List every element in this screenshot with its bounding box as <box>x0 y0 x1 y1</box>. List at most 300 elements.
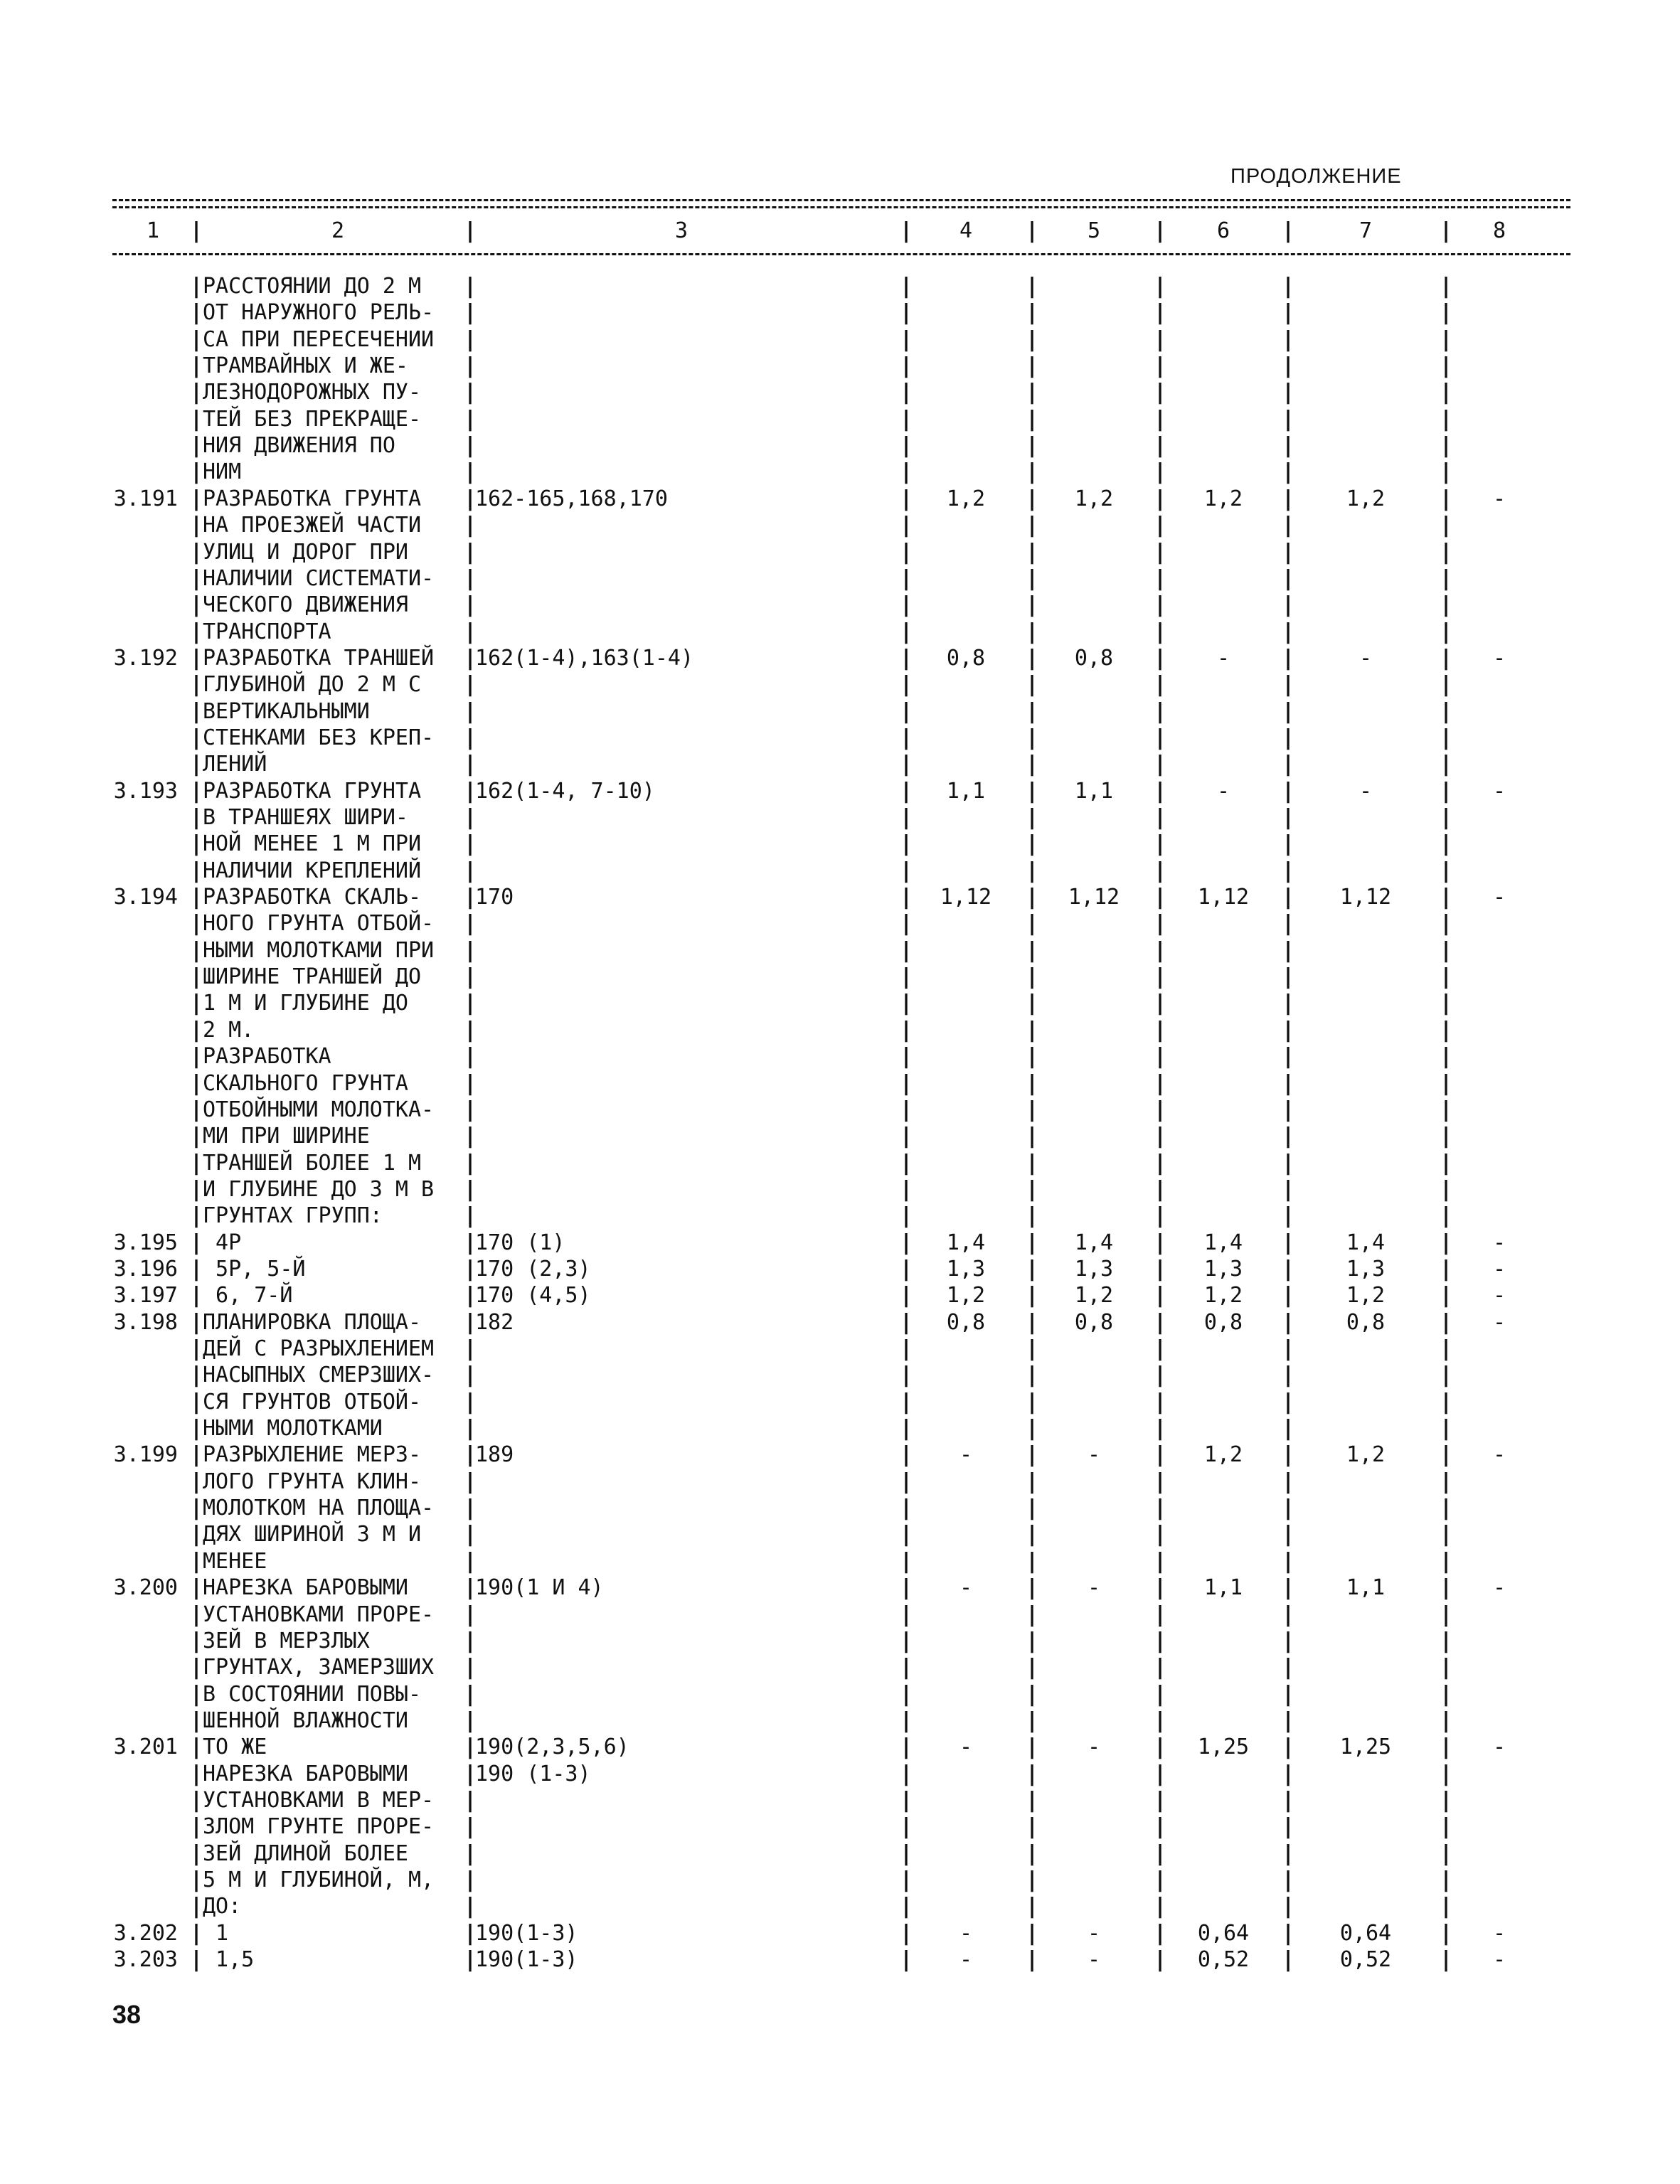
column-sep-2: | <box>464 1602 477 1627</box>
column-sep-3: | <box>900 858 913 883</box>
coef-col-4: 0,8 <box>946 645 986 671</box>
column-sep-7: | <box>1440 1283 1453 1309</box>
coef-col-5: - <box>1087 1735 1101 1760</box>
column-sep-7: | <box>1440 911 1453 937</box>
table-row <box>0 512 1680 539</box>
column-sep-2: | <box>464 1150 477 1176</box>
column-sep-1: | <box>190 1336 203 1361</box>
column-sep-6: | <box>1282 1655 1295 1680</box>
coef-col-5: 1,12 <box>1068 885 1120 910</box>
column-sep-5: | <box>1154 1336 1167 1361</box>
column-sep-7: | <box>1440 486 1453 511</box>
coef-col-6: 1,25 <box>1197 1735 1250 1760</box>
coef-col-6: 1,1 <box>1203 1575 1243 1601</box>
column-sep-1: | <box>190 858 203 883</box>
coef-col-8: - <box>1492 885 1506 910</box>
column-sep-4: | <box>1026 619 1039 644</box>
coef-col-7: 1,12 <box>1339 885 1392 910</box>
column-sep-4: | <box>1026 1442 1039 1468</box>
column-sep-6: | <box>1282 1442 1295 1468</box>
table-row <box>0 1654 1680 1681</box>
column-sep-7: | <box>1440 459 1453 485</box>
column-sep-2: | <box>464 619 477 644</box>
column-sep-2: | <box>464 858 477 883</box>
work-description: ШЕННОЙ ВЛАЖНОСТИ <box>203 1708 408 1733</box>
column-sep-7: | <box>1440 831 1453 857</box>
norm-reference: 162(1-4),163(1-4) <box>475 645 694 671</box>
column-sep-1: | <box>190 752 203 777</box>
column-sep-1: | <box>190 1124 203 1149</box>
work-description: ТРАНШЕЙ БОЛЕЕ 1 М <box>203 1150 422 1176</box>
column-sep-5: | <box>1154 1416 1167 1442</box>
column-sep-4: | <box>1026 752 1039 777</box>
norm-reference: 170 (4,5) <box>475 1283 591 1309</box>
column-sep-1: | <box>190 1787 203 1813</box>
column-sep-7: | <box>1440 1097 1453 1122</box>
column-sep-2: | <box>464 1283 477 1309</box>
work-description: ВЕРТИКАЛЬНЫМИ <box>203 698 370 724</box>
coef-col-5: 0,8 <box>1074 1309 1114 1335</box>
column-sep-2: | <box>464 1681 477 1707</box>
column-sep-2: | <box>464 1814 477 1840</box>
column-sep-2: | <box>464 1416 477 1442</box>
column-sep-4: | <box>1026 1602 1039 1627</box>
column-sep-7: | <box>1440 1602 1453 1627</box>
column-sep-3: | <box>900 1761 913 1786</box>
column-sep-5: | <box>1154 619 1167 644</box>
column-sep-4: | <box>1026 698 1039 724</box>
norm-reference: 190(2,3,5,6) <box>475 1735 629 1760</box>
coef-col-7: 1,2 <box>1346 486 1386 511</box>
table-row <box>0 1017 1680 1044</box>
column-sep-6: | <box>1282 672 1295 698</box>
column-sep-7: | <box>1440 1947 1453 1973</box>
coef-col-6: 1,12 <box>1197 885 1250 910</box>
column-sep-4: | <box>1026 1416 1039 1442</box>
column-sep-7: | <box>1440 1868 1453 1892</box>
column-sep-6: | <box>1282 1522 1295 1548</box>
column-sep-3: | <box>900 539 913 565</box>
column-sep-7: | <box>1440 1044 1453 1070</box>
column-sep-4: | <box>1026 326 1039 352</box>
column-sep-1: | <box>190 1176 203 1202</box>
column-sep-3: | <box>900 805 913 830</box>
table-row <box>0 1813 1680 1841</box>
column-sep-6: | <box>1282 991 1295 1016</box>
column-sep-1: | <box>190 1947 203 1973</box>
column-sep-7: | <box>1440 539 1453 565</box>
work-description: УСТАНОВКАМИ ПРОРЕ- <box>203 1602 435 1627</box>
column-sep-1: | <box>190 1575 203 1601</box>
column-sep-7: | <box>1440 1761 1453 1786</box>
column-sep-5: | <box>1154 1787 1167 1813</box>
header-col-8: 8 <box>1492 218 1506 243</box>
column-sep-1: | <box>190 406 203 432</box>
column-sep-6: | <box>1282 380 1295 405</box>
column-sep-4: | <box>1026 459 1039 485</box>
column-sep-4: | <box>1026 1256 1039 1282</box>
column-sep-5: | <box>1154 1602 1167 1627</box>
column-sep-3: | <box>900 1655 913 1680</box>
work-description: УЛИЦ И ДОРОГ ПРИ <box>203 539 408 565</box>
work-description: НАЛИЧИИ СИСТЕМАТИ- <box>203 565 435 591</box>
column-sep-2: | <box>464 1017 477 1043</box>
row-number: 3.197 <box>113 1283 178 1309</box>
column-sep-1: | <box>190 539 203 565</box>
work-description: ЛЕЗНОДОРОЖНЫХ ПУ- <box>203 380 422 405</box>
column-sep-3: | <box>900 513 913 538</box>
column-sep-7: | <box>1440 1230 1453 1255</box>
work-description: ОТБОЙНЫМИ МОЛОТКА- <box>203 1097 435 1122</box>
column-sep-7: | <box>1440 1389 1453 1415</box>
column-sep-7: | <box>1440 1841 1453 1866</box>
column-sep-7: | <box>1440 1655 1453 1680</box>
coef-col-8: - <box>1492 1230 1506 1255</box>
table-row <box>0 1495 1680 1522</box>
column-sep-2: | <box>464 1761 477 1786</box>
column-sep-6: | <box>1282 433 1295 459</box>
work-description: РАССТОЯНИИ ДО 2 М <box>203 274 422 299</box>
column-sep-3: | <box>900 1681 913 1707</box>
column-sep-2: | <box>464 1522 477 1548</box>
table-row <box>0 1256 1680 1283</box>
column-sep-1: | <box>190 619 203 644</box>
table-row <box>0 1097 1680 1124</box>
column-sep-1: | <box>190 300 203 326</box>
column-sep-2: | <box>464 1256 477 1282</box>
header-col-7: 7 <box>1359 218 1373 243</box>
column-sep-4: | <box>1026 885 1039 910</box>
column-sep-6: | <box>1282 937 1295 963</box>
work-description: РАЗРАБОТКА СКАЛЬ- <box>203 885 422 910</box>
table-row <box>0 804 1680 831</box>
coef-col-4: - <box>959 1735 973 1760</box>
table-row <box>0 353 1680 380</box>
column-sep-4: | <box>1026 1070 1039 1096</box>
header-col-3: 3 <box>674 218 689 243</box>
column-sep-3: | <box>900 1017 913 1043</box>
column-sep-7: | <box>1440 274 1453 299</box>
column-sep-2: | <box>464 937 477 963</box>
column-sep-2: | <box>464 805 477 830</box>
column-sep-6: | <box>1282 725 1295 750</box>
column-sep-3: | <box>900 1628 913 1653</box>
table-row <box>0 1575 1680 1602</box>
column-sep-7: | <box>1440 885 1453 910</box>
column-sep-1: | <box>190 1708 203 1733</box>
column-sep-4: | <box>1026 380 1039 405</box>
table-row <box>0 1469 1680 1496</box>
column-sep-3: | <box>900 274 913 299</box>
column-sep-4: | <box>1026 513 1039 538</box>
work-description: ТРАНСПОРТА <box>203 619 331 644</box>
column-sep-4: | <box>1026 805 1039 830</box>
column-sep-4: | <box>1026 1017 1039 1043</box>
column-sep-4: | <box>1026 1787 1039 1813</box>
coef-col-8: - <box>1492 1283 1506 1309</box>
work-description: В ТРАНШЕЯХ ШИРИ- <box>203 805 408 830</box>
column-sep-6: | <box>1282 1628 1295 1653</box>
column-sep-1: | <box>190 1309 203 1335</box>
column-sep-7: | <box>1440 353 1453 379</box>
column-sep-6: | <box>1282 406 1295 432</box>
work-description: НА ПРОЕЗЖЕЙ ЧАСТИ <box>203 513 422 538</box>
column-sep-4: | <box>1026 1309 1039 1335</box>
column-sep-5: | <box>1154 1841 1167 1866</box>
work-description: НАЛИЧИИ КРЕПЛЕНИЙ <box>203 858 422 883</box>
column-sep-4: | <box>1026 1761 1039 1786</box>
table-row <box>0 1602 1680 1629</box>
coef-col-6: 0,52 <box>1197 1947 1250 1973</box>
column-sep-2: | <box>464 725 477 750</box>
column-sep-3: | <box>900 752 913 777</box>
column-sep-6: | <box>1282 698 1295 724</box>
column-sep-6: | <box>1282 619 1295 644</box>
column-sep-2: | <box>464 1097 477 1122</box>
work-description: ДЕЙ С РАЗРЫХЛЕНИЕМ <box>203 1336 435 1361</box>
column-sep-5: | <box>1154 406 1167 432</box>
table-row <box>0 1389 1680 1416</box>
work-description: РАЗРАБОТКА <box>203 1044 331 1070</box>
column-sep-6: | <box>1282 1681 1295 1707</box>
work-description: ЛЕНИЙ <box>203 752 267 777</box>
column-sep-1: | <box>190 1203 203 1229</box>
table-row <box>0 1070 1680 1097</box>
column-sep-2: | <box>464 459 477 485</box>
column-sep-5: | <box>1154 645 1167 671</box>
table-row <box>0 937 1680 964</box>
coef-col-4: 1,2 <box>946 486 986 511</box>
column-sep-3: | <box>900 1070 913 1096</box>
column-sep-2: | <box>464 1868 477 1892</box>
row-number: 3.195 <box>113 1230 178 1255</box>
column-sep-4: | <box>1026 1548 1039 1574</box>
column-sep-4: | <box>1026 300 1039 326</box>
column-sep-5: | <box>1154 274 1167 299</box>
coef-col-4: 1,3 <box>946 1256 986 1282</box>
column-sep-2: | <box>464 1548 477 1574</box>
column-sep-5: | <box>1154 459 1167 485</box>
header-separator: | <box>464 218 477 243</box>
column-sep-2: | <box>464 885 477 910</box>
header-separator: | <box>900 218 913 243</box>
column-sep-4: | <box>1026 1735 1039 1760</box>
column-sep-5: | <box>1154 1017 1167 1043</box>
column-sep-3: | <box>900 592 913 618</box>
column-sep-1: | <box>190 1230 203 1255</box>
coef-col-8: - <box>1492 486 1506 511</box>
coef-col-4: 1,12 <box>940 885 992 910</box>
coef-col-8: - <box>1492 1947 1506 1973</box>
column-sep-3: | <box>900 1363 913 1388</box>
row-number: 3.193 <box>113 778 178 804</box>
column-sep-2: | <box>464 1920 477 1946</box>
column-sep-6: | <box>1282 326 1295 352</box>
column-sep-1: | <box>190 1894 203 1919</box>
column-sep-3: | <box>900 1868 913 1892</box>
column-sep-7: | <box>1440 752 1453 777</box>
column-sep-6: | <box>1282 1070 1295 1096</box>
work-description: ЗЕЙ В МЕРЗЛЫХ <box>203 1628 370 1653</box>
column-sep-5: | <box>1154 1761 1167 1786</box>
header-separator: | <box>1026 218 1039 243</box>
work-description: УСТАНОВКАМИ В МЕР- <box>203 1787 435 1813</box>
column-sep-6: | <box>1282 1602 1295 1627</box>
column-sep-5: | <box>1154 433 1167 459</box>
table-row <box>0 1920 1680 1947</box>
work-description: ПЛАНИРОВКА ПЛОЩА- <box>203 1309 422 1335</box>
coef-col-6: 1,4 <box>1203 1230 1243 1255</box>
column-sep-1: | <box>190 274 203 299</box>
work-description: 1,5 <box>203 1947 255 1973</box>
column-sep-7: | <box>1440 592 1453 618</box>
column-sep-1: | <box>190 725 203 750</box>
coef-col-4: - <box>959 1575 973 1601</box>
coef-col-6: 1,3 <box>1203 1256 1243 1282</box>
column-sep-1: | <box>190 964 203 990</box>
column-sep-7: | <box>1440 1548 1453 1574</box>
table-row <box>0 1442 1680 1469</box>
column-sep-3: | <box>900 406 913 432</box>
work-description: РАЗРАБОТКА ТРАНШЕЙ <box>203 645 435 671</box>
column-sep-3: | <box>900 1256 913 1282</box>
column-sep-3: | <box>900 380 913 405</box>
column-sep-6: | <box>1282 1947 1295 1973</box>
column-sep-5: | <box>1154 1920 1167 1946</box>
column-sep-2: | <box>464 1841 477 1866</box>
column-sep-2: | <box>464 274 477 299</box>
table-row <box>0 778 1680 805</box>
column-sep-4: | <box>1026 672 1039 698</box>
column-sep-5: | <box>1154 1655 1167 1680</box>
column-sep-3: | <box>900 619 913 644</box>
column-sep-2: | <box>464 1230 477 1255</box>
column-sep-7: | <box>1440 937 1453 963</box>
table-row <box>0 1734 1680 1761</box>
column-sep-1: | <box>190 1389 203 1415</box>
column-sep-4: | <box>1026 964 1039 990</box>
work-description: НИМ <box>203 459 242 485</box>
column-sep-2: | <box>464 565 477 591</box>
row-number: 3.201 <box>113 1735 178 1760</box>
column-sep-7: | <box>1440 619 1453 644</box>
table-row <box>0 459 1680 486</box>
table-row <box>0 1708 1680 1735</box>
column-sep-5: | <box>1154 1947 1167 1973</box>
column-sep-5: | <box>1154 1044 1167 1070</box>
column-sep-6: | <box>1282 1868 1295 1892</box>
column-sep-7: | <box>1440 1150 1453 1176</box>
column-sep-4: | <box>1026 406 1039 432</box>
column-sep-1: | <box>190 1442 203 1468</box>
column-sep-6: | <box>1282 645 1295 671</box>
column-sep-1: | <box>190 1602 203 1627</box>
norm-reference: 182 <box>475 1309 514 1335</box>
column-sep-5: | <box>1154 964 1167 990</box>
table-row <box>0 1893 1680 1920</box>
column-sep-6: | <box>1282 1336 1295 1361</box>
column-sep-1: | <box>190 831 203 857</box>
column-sep-7: | <box>1440 1070 1453 1096</box>
column-sep-5: | <box>1154 1496 1167 1521</box>
column-sep-1: | <box>190 645 203 671</box>
column-sep-6: | <box>1282 1548 1295 1574</box>
column-sep-3: | <box>900 1841 913 1866</box>
coef-col-6: 1,2 <box>1203 1283 1243 1309</box>
column-sep-6: | <box>1282 1708 1295 1733</box>
column-sep-3: | <box>900 1044 913 1070</box>
column-sep-4: | <box>1026 1150 1039 1176</box>
column-sep-3: | <box>900 433 913 459</box>
table-row <box>0 1415 1680 1442</box>
work-description: МОЛОТКОМ НА ПЛОЩА- <box>203 1496 435 1521</box>
table-row <box>0 486 1680 513</box>
table-row <box>0 990 1680 1017</box>
column-sep-3: | <box>900 1920 913 1946</box>
column-sep-4: | <box>1026 1044 1039 1070</box>
coef-col-4: - <box>959 1947 973 1973</box>
table-row <box>0 1123 1680 1150</box>
column-sep-5: | <box>1154 380 1167 405</box>
column-sep-7: | <box>1440 1735 1453 1760</box>
column-sep-4: | <box>1026 1469 1039 1494</box>
row-number: 3.199 <box>113 1442 178 1468</box>
coef-col-7: - <box>1359 645 1373 671</box>
column-sep-5: | <box>1154 592 1167 618</box>
coef-col-8: - <box>1492 778 1506 804</box>
column-sep-2: | <box>464 1176 477 1202</box>
work-description: РАЗРАБОТКА ГРУНТА <box>203 778 422 804</box>
coef-col-8: - <box>1492 1256 1506 1282</box>
column-sep-5: | <box>1154 539 1167 565</box>
table-row <box>0 406 1680 433</box>
column-sep-6: | <box>1282 1496 1295 1521</box>
column-sep-1: | <box>190 326 203 352</box>
column-sep-2: | <box>464 592 477 618</box>
table-row <box>0 1336 1680 1363</box>
column-sep-4: | <box>1026 1389 1039 1415</box>
column-sep-7: | <box>1440 1176 1453 1202</box>
column-sep-1: | <box>190 1017 203 1043</box>
table-row <box>0 645 1680 672</box>
coef-col-8: - <box>1492 1442 1506 1468</box>
column-sep-1: | <box>190 1681 203 1707</box>
column-sep-3: | <box>900 1203 913 1229</box>
row-number: 3.203 <box>113 1947 178 1973</box>
column-sep-4: | <box>1026 1230 1039 1255</box>
header-separator: | <box>1282 218 1295 243</box>
column-sep-2: | <box>464 1469 477 1494</box>
column-sep-6: | <box>1282 539 1295 565</box>
column-sep-6: | <box>1282 1017 1295 1043</box>
work-description: НОЙ МЕНЕЕ 1 М ПРИ <box>203 831 422 857</box>
column-sep-6: | <box>1282 1920 1295 1946</box>
column-sep-1: | <box>190 991 203 1016</box>
work-description: СЯ ГРУНТОВ ОТБОЙ- <box>203 1389 422 1415</box>
coef-col-5: 1,4 <box>1074 1230 1114 1255</box>
column-sep-4: | <box>1026 1575 1039 1601</box>
table-row <box>0 751 1680 778</box>
column-sep-6: | <box>1282 858 1295 883</box>
table-row <box>0 432 1680 459</box>
coef-col-6: 0,64 <box>1197 1920 1250 1946</box>
column-sep-4: | <box>1026 353 1039 379</box>
column-sep-2: | <box>464 1735 477 1760</box>
table-row <box>0 1946 1680 1973</box>
table-row <box>0 592 1680 619</box>
column-sep-2: | <box>464 831 477 857</box>
column-sep-3: | <box>900 1708 913 1733</box>
